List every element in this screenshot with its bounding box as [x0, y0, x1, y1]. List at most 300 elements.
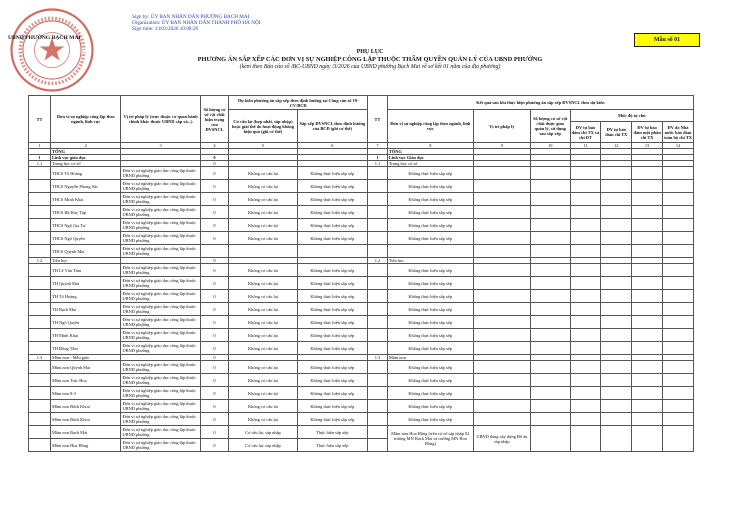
restructure-plan: Không cơ cấu lại — [229, 193, 297, 206]
table-row — [29, 277, 694, 290]
table-row — [29, 400, 694, 413]
empty-cell — [29, 277, 51, 290]
empty-cell — [473, 400, 530, 413]
empty-cell — [663, 426, 694, 452]
empty-cell — [29, 439, 51, 452]
empty-cell — [29, 232, 51, 245]
empty-cell — [368, 413, 388, 426]
empty-cell — [530, 206, 570, 219]
total-label: TỔNG — [51, 149, 121, 155]
empty-cell — [570, 277, 601, 290]
arrangement-plan: Không thực hiện sắp xếp — [297, 316, 367, 329]
empty-cell — [601, 303, 632, 316]
doc-title: PHƯƠNG ÁN SẮP XẾP CÁC ĐƠN VỊ SỰ NGHIỆP CÔNG LẬP THUỘC THẨM QUYỀN QUẢN LÝ CỦA UBND PHƯỜNG — [197, 56, 543, 63]
group-tt-right: 1.1 — [368, 161, 388, 167]
empty-cell — [632, 342, 663, 355]
empty-cell — [368, 180, 388, 193]
unit-position: Đơn vị sự nghiệp giáo dục công lập thuộc UBND phường — [121, 167, 200, 180]
unit-position: Đơn vị sự nghiệp giáo dục công lập thuộc UBND phường — [121, 193, 200, 206]
unit-position: Đơn vị sự nghiệp giáo dục công lập thuộc UBND phường — [121, 439, 200, 452]
group-count: 0 — [200, 161, 229, 167]
empty-cell — [530, 413, 570, 426]
hdr-result-group: Kết quả sau khi thực hiện phương án sắp xếp ĐVSNCL theo dự kiến — [387, 96, 693, 110]
unit-position: Đơn vị sự nghiệp giáo dục công lập thuộc UBND phường — [121, 180, 200, 193]
hdr-position: Vị trí pháp lý (trực thuộc cơ quan hành chính khác thuộc UBND cấp xã...) — [121, 96, 200, 143]
unit-after-arrangement: Không thực hiện sắp xếp — [387, 193, 473, 206]
empty-cell — [368, 400, 388, 413]
empty-cell — [570, 413, 601, 426]
group-tt-right: 1.3 — [368, 355, 388, 361]
group-name: Mầm non - Mẫu giáo — [51, 355, 121, 361]
table-row — [29, 219, 694, 232]
group-count: 0 — [200, 258, 229, 264]
empty-cell — [601, 180, 632, 193]
group-count: 0 — [200, 355, 229, 361]
empty-cell — [632, 167, 663, 180]
empty-cell — [368, 264, 388, 277]
empty-cell — [473, 167, 530, 180]
empty-cell — [530, 303, 570, 316]
unit-facility-count: 0 — [200, 290, 229, 303]
empty-cell — [601, 316, 632, 329]
column-number: 11 — [570, 143, 601, 149]
empty-cell — [601, 245, 632, 258]
restructure-plan: Cơ cấu lại, sáp nhập — [229, 439, 297, 452]
hdr-position-after: Vị trí pháp lý — [473, 110, 530, 143]
unit-facility-count: 0 — [200, 342, 229, 355]
empty-cell — [663, 180, 694, 193]
column-number: 8 — [387, 143, 473, 149]
signed-org: Organization: ỦY BAN NHÂN DÂN THÀNH PHỐ HÀ NỘI — [132, 20, 261, 27]
unit-name: THCS Ngô Quyền — [51, 232, 121, 245]
column-number: 13 — [632, 143, 663, 149]
total-label-right: TỔNG — [387, 149, 473, 155]
unit-after-arrangement: Không thực hiện sắp xếp — [387, 180, 473, 193]
table-row — [29, 232, 694, 245]
empty-cell — [663, 245, 694, 258]
empty-cell — [663, 303, 694, 316]
unit-after-arrangement: Không thực hiện sắp xếp — [387, 361, 473, 374]
empty-cell — [473, 316, 530, 329]
unit-after-arrangement: Không thực hiện sắp xếp — [387, 264, 473, 277]
unit-name: THCS Quỳnh Mai — [51, 245, 121, 258]
restructure-plan: Không cơ cấu lại — [229, 413, 297, 426]
empty-cell — [29, 400, 51, 413]
empty-cell — [530, 387, 570, 400]
empty-cell — [530, 264, 570, 277]
group-name: Trung học cơ sở — [51, 161, 121, 167]
empty-cell — [29, 361, 51, 374]
table-row — [29, 290, 694, 303]
restructure-plan: Không cơ cấu lại — [229, 180, 297, 193]
empty-cell — [601, 413, 632, 426]
hdr-facilities: Số lượng cơ sở vật chất hiện trạng của ĐVSNCL — [200, 96, 229, 143]
empty-cell — [29, 329, 51, 342]
form-number-badge: Mẫu số 01 — [634, 33, 700, 47]
column-number: 5 — [229, 143, 297, 149]
empty-cell — [530, 361, 570, 374]
empty-cell — [570, 387, 601, 400]
empty-cell — [368, 219, 388, 232]
arrangement-plan: Thực hiện sắp xếp — [297, 439, 367, 452]
empty-cell — [601, 219, 632, 232]
digital-signature-info — [132, 14, 260, 33]
field-count: 0 — [200, 155, 229, 161]
unit-after-arrangement: Không thực hiện sắp xếp — [387, 303, 473, 316]
arrangement-plan: Không thực hiện sắp xếp — [297, 342, 367, 355]
table-row — [29, 361, 694, 374]
unit-position: Đơn vị sự nghiệp giáo dục công lập thuộc UBND phường — [121, 290, 200, 303]
empty-cell — [632, 400, 663, 413]
doc-heading: PHỤ LỤC — [356, 49, 384, 55]
unit-name: TH Tô Hoàng — [51, 290, 121, 303]
unit-after-arrangement: Mầm non Hoa Hồng (trên cơ sở sáp nhập 02 trường MN Bạch Mai và trường MN Hoa Hồng) — [387, 426, 473, 452]
empty-cell — [632, 413, 663, 426]
group-name: Tiểu học — [51, 258, 121, 264]
arrangement-plan: Không thực hiện sắp xếp — [297, 167, 367, 180]
restructure-plan: Không cơ cấu lại — [229, 167, 297, 180]
empty-cell — [473, 342, 530, 355]
empty-cell — [530, 342, 570, 355]
empty-cell — [530, 400, 570, 413]
column-number: 2 — [51, 143, 121, 149]
empty-cell — [530, 193, 570, 206]
empty-cell — [601, 232, 632, 245]
unit-position: Đơn vị sự nghiệp giáo dục công lập thuộc UBND phường — [121, 264, 200, 277]
empty-cell — [663, 290, 694, 303]
empty-cell — [663, 342, 694, 355]
empty-cell — [530, 374, 570, 387]
empty-cell — [601, 426, 632, 452]
empty-cell — [368, 374, 388, 387]
column-number: 4 — [200, 143, 229, 149]
restructure-plan: Không cơ cấu lại — [229, 277, 297, 290]
empty-cell — [601, 400, 632, 413]
restructure-plan: Cơ cấu lại, sáp nhập — [229, 426, 297, 439]
arrangement-plan: Không thực hiện sắp xếp — [297, 303, 367, 316]
arrangement-plan: Không thực hiện sắp xếp — [297, 180, 367, 193]
arrangement-plan: Không thực hiện sắp xếp — [297, 206, 367, 219]
empty-cell — [601, 193, 632, 206]
empty-cell — [570, 206, 601, 219]
unit-facility-count: 0 — [200, 219, 229, 232]
hdr-restructure: Cơ cấu lại (hợp nhất, sáp nhập) hoặc giải thể do hoạt động không hiệu quả (ghi cơ thể) — [229, 110, 297, 143]
unit-after-arrangement: Không thực hiện sắp xếp — [387, 290, 473, 303]
unit-position: Đơn vị sự nghiệp giáo dục công lập thuộc UBND phường — [121, 316, 200, 329]
arrangement-plan: Không thực hiện sắp xếp — [297, 361, 367, 374]
table-row — [29, 329, 694, 342]
empty-cell — [663, 400, 694, 413]
column-number: 6 — [297, 143, 367, 149]
restructure-plan: Không cơ cấu lại — [229, 206, 297, 219]
empty-cell — [570, 342, 601, 355]
unit-facility-count: 0 — [200, 303, 229, 316]
empty-cell — [570, 329, 601, 342]
group-tt: 1.2 — [29, 258, 51, 264]
table-row — [29, 245, 694, 258]
hdr-tt: TT — [29, 96, 51, 143]
group-tt: 1.3 — [29, 355, 51, 361]
empty-cell — [368, 316, 388, 329]
empty-cell — [29, 167, 51, 180]
empty-cell — [663, 277, 694, 290]
hdr-unit: Đơn vị sự nghiệp công lập theo ngành, lĩnh vực — [51, 96, 121, 143]
hdr-plan-group: Dự kiến phương án sắp xếp theo định hướng tại Công văn số 19-CV/BCĐ — [229, 96, 368, 110]
empty-cell — [530, 219, 570, 232]
empty-cell — [368, 387, 388, 400]
arrangement-plan: Không thực hiện sắp xếp — [297, 290, 367, 303]
table-row — [29, 342, 694, 355]
empty-cell — [29, 413, 51, 426]
unit-name: Mầm non Quỳnh Mai — [51, 361, 121, 374]
empty-cell — [663, 167, 694, 180]
signed-by: Sign by: ỦY BAN NHÂN DÂN PHƯỜNG BẠCH MAI — [132, 14, 250, 20]
hdr-arrange: Sắp xếp ĐVSNCL theo định hướng của BCĐ (ghi cơ thể) — [297, 110, 367, 143]
empty-cell — [663, 193, 694, 206]
hdr-self-partial: ĐV tự bảo đảm một phần chi TX — [632, 122, 663, 143]
unit-after-arrangement: Không thực hiện sắp xếp — [387, 232, 473, 245]
empty-cell — [663, 329, 694, 342]
hdr-self-regular: ĐV tự bảo đảm chi TX — [601, 122, 632, 143]
unit-position: Đơn vị sự nghiệp giáo dục công lập thuộc UBND phường — [121, 303, 200, 316]
unit-facility-count: 0 — [200, 206, 229, 219]
empty-cell — [663, 374, 694, 387]
unit-name: Mầm non Hoa Hồng — [51, 439, 121, 452]
unit-position: Đơn vị sự nghiệp giáo dục công lập thuộc UBND phường — [121, 329, 200, 342]
group-name-right: Tiểu học — [387, 258, 473, 264]
empty-cell — [530, 277, 570, 290]
empty-cell — [530, 426, 570, 452]
restructure-plan: Không cơ cấu lại — [229, 400, 297, 413]
empty-cell — [530, 232, 570, 245]
restructure-plan: Không cơ cấu lại — [229, 290, 297, 303]
unit-facility-count: 0 — [200, 180, 229, 193]
unit-facility-count: 0 — [200, 193, 229, 206]
empty-cell — [570, 374, 601, 387]
unit-after-arrangement: Không thực hiện sắp xếp — [387, 277, 473, 290]
arrangement-plan: Không thực hiện sắp xếp — [297, 413, 367, 426]
hdr-self-full: ĐV tự bảo đảm chi TX và chi ĐT — [570, 122, 601, 143]
unit-name: Mầm non Bạch Mai — [51, 426, 121, 439]
empty-cell — [663, 206, 694, 219]
unit-name: TH Bạch Mai — [51, 303, 121, 316]
group-name-right: Mầm non — [387, 355, 473, 361]
column-number: 10 — [530, 143, 570, 149]
unit-facility-count: 0 — [200, 439, 229, 452]
restructure-plan: Không cơ cấu lại — [229, 387, 297, 400]
hdr-unit-after: Đơn vị sự nghiệp công lập theo ngành, lĩnh vực — [387, 110, 473, 143]
field-name: Lĩnh vực giáo dục — [51, 155, 121, 161]
unit-facility-count: 0 — [200, 277, 229, 290]
empty-cell — [570, 193, 601, 206]
signed-time: Sign time: 13/03/2026 10:08:26 — [132, 26, 199, 33]
empty-cell — [570, 264, 601, 277]
arrangement-plan: Không thực hiện sắp xếp — [297, 219, 367, 232]
empty-cell — [368, 277, 388, 290]
empty-cell — [29, 193, 51, 206]
unit-position: Đơn vị sự nghiệp giáo dục công lập thuộc UBND phường — [121, 232, 200, 245]
restructure-plan — [229, 245, 297, 258]
empty-cell — [601, 277, 632, 290]
empty-cell — [601, 387, 632, 400]
empty-cell — [368, 232, 388, 245]
empty-cell — [663, 316, 694, 329]
empty-cell — [601, 374, 632, 387]
empty-cell — [29, 264, 51, 277]
arrangement-plan: Không thực hiện sắp xếp — [297, 400, 367, 413]
empty-cell — [632, 426, 663, 452]
arrangement-plan: Không thực hiện sắp xếp — [297, 277, 367, 290]
field-tt: 1 — [29, 155, 51, 161]
unit-facility-count: 0 — [200, 400, 229, 413]
empty-cell — [570, 303, 601, 316]
empty-cell — [570, 180, 601, 193]
empty-cell — [663, 387, 694, 400]
empty-cell — [29, 316, 51, 329]
column-number: 9 — [473, 143, 530, 149]
arrangement-plan: Không thực hiện sắp xếp — [297, 374, 367, 387]
table-row — [29, 303, 694, 316]
unit-position: Đơn vị sự nghiệp giáo dục công lập thuộc UBND phường — [121, 245, 200, 258]
unit-after-arrangement: Không thực hiện sắp xếp — [387, 342, 473, 355]
issuing-unit: UBND PHƯỜNG BẠCH MAI — [8, 35, 81, 41]
empty-cell — [473, 277, 530, 290]
position-after-arrangement: UBND đang xây dựng Đề án sáp nhập — [473, 426, 530, 452]
empty-cell — [473, 245, 530, 258]
hdr-autonomy-group: Mức độ tự chủ — [570, 110, 693, 122]
arrangement-plan: Không thực hiện sắp xếp — [297, 387, 367, 400]
column-number: 14 — [663, 143, 694, 149]
unit-facility-count: 0 — [200, 264, 229, 277]
empty-cell — [632, 329, 663, 342]
empty-cell — [473, 219, 530, 232]
empty-cell — [368, 426, 388, 439]
empty-cell — [632, 277, 663, 290]
restructure-plan: Không cơ cấu lại — [229, 329, 297, 342]
unit-after-arrangement: Không thực hiện sắp xếp — [387, 329, 473, 342]
unit-name: THCS Minh Khai — [51, 193, 121, 206]
empty-cell — [570, 400, 601, 413]
unit-position: Đơn vị sự nghiệp giáo dục công lập thuộc UBND phường — [121, 219, 200, 232]
table-row — [29, 180, 694, 193]
empty-cell — [473, 206, 530, 219]
empty-cell — [368, 193, 388, 206]
unit-position: Đơn vị sự nghiệp giáo dục công lập thuộc UBND phường — [121, 206, 200, 219]
field-name-right: Lĩnh vực Giáo dục — [387, 155, 473, 161]
empty-cell — [530, 245, 570, 258]
restructure-plan: Không cơ cấu lại — [229, 316, 297, 329]
empty-cell — [29, 426, 51, 439]
unit-after-arrangement: Không thực hiện sắp xếp — [387, 387, 473, 400]
empty-cell — [601, 206, 632, 219]
empty-cell — [29, 374, 51, 387]
empty-cell — [570, 426, 601, 452]
column-number: 12 — [601, 143, 632, 149]
empty-cell — [570, 245, 601, 258]
unit-name: Mầm non Trúc Hoa — [51, 374, 121, 387]
empty-cell — [473, 193, 530, 206]
unit-position: Đơn vị sự nghiệp giáo dục công lập thuộc UBND phường — [121, 374, 200, 387]
unit-position: Đơn vị sự nghiệp giáo dục công lập thuộc UBND phường — [121, 426, 200, 439]
unit-after-arrangement: Không thực hiện sắp xếp — [387, 167, 473, 180]
unit-facility-count: 0 — [200, 426, 229, 439]
restructure-plan: Không cơ cấu lại — [229, 264, 297, 277]
table-row — [29, 426, 694, 439]
empty-cell — [632, 180, 663, 193]
empty-cell — [368, 439, 388, 452]
empty-cell — [663, 219, 694, 232]
empty-cell — [473, 329, 530, 342]
empty-cell — [663, 232, 694, 245]
restructure-plan: Không cơ cấu lại — [229, 232, 297, 245]
empty-cell — [473, 290, 530, 303]
unit-after-arrangement: Không thực hiện sắp xếp — [387, 206, 473, 219]
unit-position: Đơn vị sự nghiệp giáo dục công lập thuộc UBND phường — [121, 361, 200, 374]
arrangement-plan — [297, 245, 367, 258]
empty-cell — [473, 264, 530, 277]
table-row — [29, 206, 694, 219]
empty-cell — [570, 361, 601, 374]
unit-name: Mầm non 8-3 — [51, 387, 121, 400]
restructure-plan: Không cơ cấu lại — [229, 361, 297, 374]
empty-cell — [632, 245, 663, 258]
empty-cell — [570, 167, 601, 180]
empty-cell — [368, 361, 388, 374]
unit-name: TH Quỳnh Mai — [51, 277, 121, 290]
unit-facility-count: 0 — [200, 167, 229, 180]
table-row — [29, 374, 694, 387]
empty-cell — [530, 329, 570, 342]
column-number: 7 — [368, 143, 388, 149]
empty-cell — [570, 290, 601, 303]
empty-cell — [632, 232, 663, 245]
group-tt: 1.1 — [29, 161, 51, 167]
empty-cell — [632, 387, 663, 400]
hdr-tt2: TT — [368, 96, 388, 143]
empty-cell — [29, 206, 51, 219]
unit-after-arrangement — [387, 245, 473, 258]
empty-cell — [473, 387, 530, 400]
empty-cell — [29, 387, 51, 400]
restructure-plan: Không cơ cấu lại — [229, 374, 297, 387]
unit-name: THCS Hà Huy Tập — [51, 206, 121, 219]
empty-cell — [663, 361, 694, 374]
restructure-plan: Không cơ cấu lại — [229, 342, 297, 355]
table-row — [29, 167, 694, 180]
empty-cell — [368, 290, 388, 303]
group-name-right: Trung học cơ sở — [387, 161, 473, 167]
empty-cell — [29, 290, 51, 303]
column-number: 1 — [29, 143, 51, 149]
empty-cell — [368, 329, 388, 342]
empty-cell — [632, 303, 663, 316]
unit-position: Đơn vị sự nghiệp giáo dục công lập thuộc UBND phường — [121, 342, 200, 355]
empty-cell — [530, 167, 570, 180]
arrangement-plan: Thực hiện sắp xếp — [297, 426, 367, 439]
empty-cell — [632, 290, 663, 303]
unit-name: THCS Nguyễn Phong Sắc — [51, 180, 121, 193]
unit-name: TH Minh Khai — [51, 329, 121, 342]
unit-position: Đơn vị sự nghiệp giáo dục công lập thuộc UBND phường — [121, 277, 200, 290]
empty-cell — [473, 413, 530, 426]
empty-cell — [530, 180, 570, 193]
unit-name: Mầm non Bách Khoa — [51, 400, 121, 413]
unit-facility-count: 0 — [200, 374, 229, 387]
empty-cell — [601, 290, 632, 303]
unit-after-arrangement: Không thực hiện sắp xếp — [387, 374, 473, 387]
empty-cell — [29, 342, 51, 355]
empty-cell — [530, 316, 570, 329]
